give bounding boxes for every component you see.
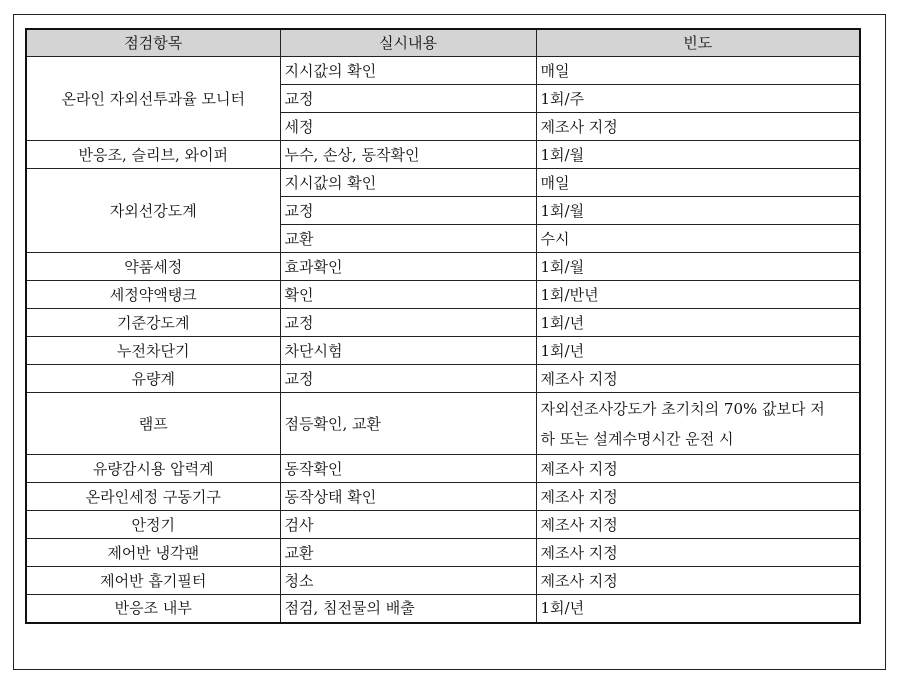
frequency-cell: 제조사 지정 [536,567,860,595]
content-cell: 지시값의 확인 [280,57,536,85]
item-cell: 누전차단기 [26,337,280,365]
item-cell: 유량감시용 압력계 [26,455,280,483]
content-cell: 점등확인, 교환 [280,393,536,455]
item-cell: 반응조 내부 [26,595,280,623]
frequency-cell: 제조사 지정 [536,365,860,393]
content-cell: 교정 [280,197,536,225]
content-cell: 교환 [280,539,536,567]
item-cell: 반응조, 슬리브, 와이퍼 [26,141,280,169]
content-cell: 검사 [280,511,536,539]
frequency-cell [536,393,860,455]
frequency-cell: 1회/반년 [536,281,860,309]
frequency-cell: 제조사 지정 [536,539,860,567]
content-cell: 교환 [280,225,536,253]
table-row [26,365,860,393]
frequency-cell: 제조사 지정 [536,455,860,483]
table-row [26,57,860,85]
content-cell: 교정 [280,85,536,113]
item-cell: 유량계 [26,365,280,393]
frequency-cell: 1회/년 [536,595,860,623]
content-cell: 지시값의 확인 [280,169,536,197]
frequency-line: 자외선조사강도가 초기치의 70% 값보다 저 [540,399,825,418]
table-row [26,337,860,365]
table-row [26,483,860,511]
content-cell: 교정 [280,309,536,337]
header-item: 점검항목 [26,29,280,57]
frequency-cell: 1회/월 [536,197,860,225]
item-cell: 램프 [26,393,280,455]
frequency-cell: 제조사 지정 [536,113,860,141]
frequency-cell: 매일 [536,57,860,85]
table-row [26,393,860,455]
item-cell: 온라인 자외선투과율 모니터 [26,57,280,141]
table-row [26,309,860,337]
content-cell: 효과확인 [280,253,536,281]
frequency-cell: 1회/년 [536,309,860,337]
header-row [26,29,860,57]
item-cell: 제어반 흡기필터 [26,567,280,595]
content-cell: 확인 [280,281,536,309]
table-row [26,169,860,197]
frequency-cell: 수시 [536,225,860,253]
item-cell: 세정약액탱크 [26,281,280,309]
item-cell: 안정기 [26,511,280,539]
table-row [26,455,860,483]
content-cell: 동작상태 확인 [280,483,536,511]
content-cell: 동작확인 [280,455,536,483]
content-cell: 누수, 손상, 동작확인 [280,141,536,169]
frequency-cell: 1회/월 [536,253,860,281]
table-row [26,141,860,169]
table-row [26,567,860,595]
frequency-cell: 1회/년 [536,337,860,365]
inspection-table [25,28,861,624]
content-cell: 세정 [280,113,536,141]
frequency-cell: 매일 [536,169,860,197]
table-row [26,539,860,567]
table-row [26,281,860,309]
item-cell: 제어반 냉각팬 [26,539,280,567]
frequency-cell: 제조사 지정 [536,511,860,539]
frequency-line: 하 또는 설계수명시간 운전 시 [540,429,734,448]
header-content: 실시내용 [280,29,536,57]
frequency-cell: 제조사 지정 [536,483,860,511]
item-cell: 기준강도계 [26,309,280,337]
item-cell: 자외선강도계 [26,169,280,253]
item-cell: 온라인세정 구동기구 [26,483,280,511]
content-cell: 차단시험 [280,337,536,365]
content-cell: 청소 [280,567,536,595]
table-row [26,511,860,539]
content-cell: 점검, 침전물의 배출 [280,595,536,623]
header-frequency: 빈도 [536,29,860,57]
item-cell: 약품세정 [26,253,280,281]
frequency-cell: 1회/월 [536,141,860,169]
content-cell: 교정 [280,365,536,393]
frequency-cell: 1회/주 [536,85,860,113]
table-row [26,595,860,623]
table-row [26,253,860,281]
